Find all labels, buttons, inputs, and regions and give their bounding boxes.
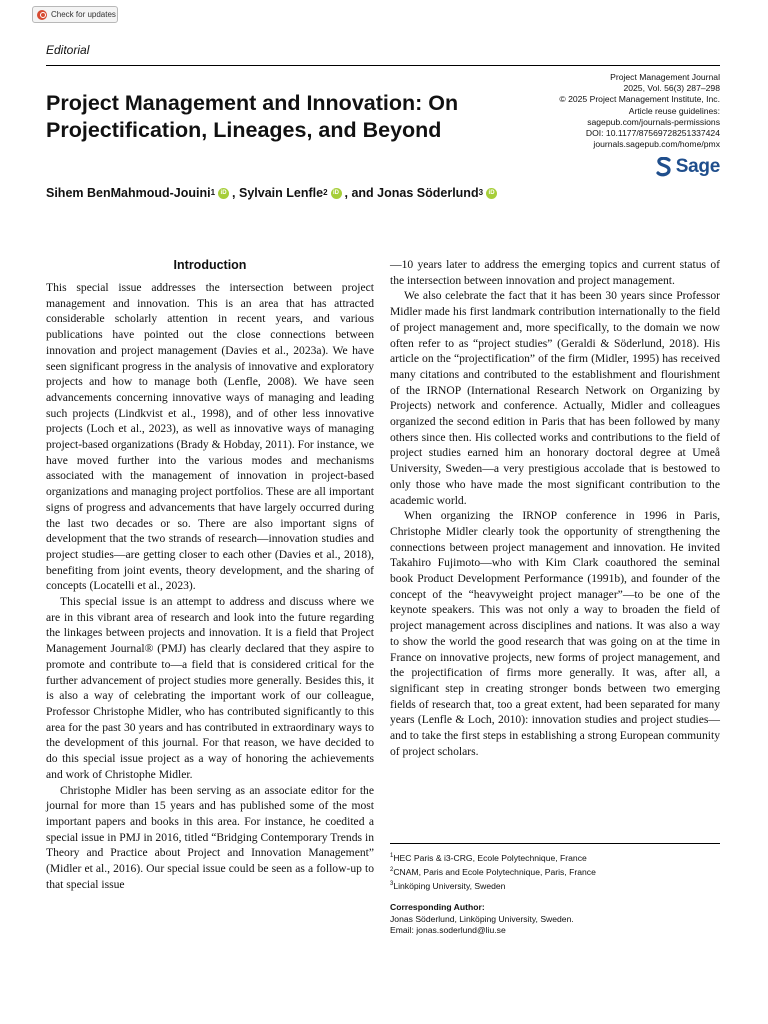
sage-wordmark: Sage	[675, 156, 720, 177]
journal-name: Project Management Journal	[610, 72, 720, 82]
body-column-left	[46, 280, 374, 892]
author-name: Jonas Söderlund	[377, 186, 479, 200]
doi-link[interactable]: DOI: 10.1177/87569728251337424	[585, 128, 720, 139]
author-affiliation-marker: 3	[478, 187, 484, 197]
journal-copyright: © 2025 Project Management Institute, Inc.	[559, 94, 720, 105]
corresponding-author	[390, 902, 720, 937]
corresponding-author-address: Jonas Söderlund, Linköping University, Sweden.	[390, 913, 574, 924]
author-list	[46, 186, 726, 200]
header-rule	[46, 65, 720, 66]
publisher-logo	[656, 156, 720, 178]
author-affiliation-marker: 2	[323, 187, 328, 197]
author-separator: ,	[232, 186, 239, 200]
paragraph: Christophe Midler has been serving as an associate editor for the journal for more than 15 years and has published some of the most important papers and books in this area. For instance, he coedited a special issue in PMJ in 2016, titled “Bridging Contemporary Trends in Theory and Practice about Project and Innovation Management” (Midler et al., 2016). Our special issue could be seen as a follow-up to that special issue	[46, 783, 374, 891]
article-title: Project Management and Innovation: On Projectification, Lineages, and Beyond	[46, 91, 459, 142]
author-affiliation-marker: 1	[210, 187, 216, 197]
paragraph: —10 years later to address the emerging topics and current status of the intersection between innovation and project management.	[390, 258, 720, 287]
updates-icon	[37, 10, 47, 20]
journal-home-link[interactable]: journals.sagepub.com/home/pmx	[593, 139, 720, 150]
author-name: Sylvain Lenfle	[239, 186, 324, 200]
paragraph: This special issue addresses the intersection between project management and innovation. This is an area that has attracted considerable scholarly attention in recent years, and various publications have pointed out the close connections between innovation and project management (Davies et al., 2023a). We have seen significant progress in the analysis of innovative and exploratory projects and how to manage both (Lenfle, 2008). We have seen advancements concerning innovative ways of managing and leading such projects (Lindkvist et al., 1998), and of other less innovative projects (Loch et al., 2023), as well as innovative ways of managing project-based organizations (Brady & Hobday, 2011). For instance, we have moved further into the various modes and mechanisms associated with the management of innovation in project-based organizations and managing project portfolios. These are all important signs of progress and advancements that have largely occurred during the last two decades or so. There are also important signs of development that the two strands of research—innovation studies and project studies—are getting closer to each other (Davies et al., 2018), benefiting from joint events, theory development, and the sharing of concepts (Locatelli et al., 2023).	[46, 281, 374, 593]
footnote-rule	[390, 843, 720, 844]
sage-logo-icon	[656, 157, 672, 177]
paragraph: We also celebrate the fact that it has been 30 years since Professor Midler made his first landmark contribution internationally to the field of project management and, more specifically, to the domain we now often refer to as “project studies” (Geraldi & Söderlund, 2018). His article on the “projectification” of the firm (Midler, 1995) has received many citations and contributed to the establishment and flourishment of the IRNOP (International Research Network on Organizing by Projects) network and conference. Actually, Midler and colleagues organized the second edition in Paris that has been followed by many others since then. His collected works and contributions to the field of project studies earned him an honorary doctoral degree at Umeå University, Sweden—a very prestigious accolade that is bestowed to only those who have made the most significant contribution to the academic world.	[390, 289, 720, 507]
affiliation-item: $^2$CNAM, Paris and Ecole Polytechnique, Paris, France	[390, 866, 596, 877]
affiliation-item: $^1$HEC Paris & i3-CRG, Ecole Polytechnique, France	[390, 852, 587, 863]
corresponding-author-email[interactable]: Email: jonas.soderlund@liu.se	[390, 925, 506, 935]
affiliations	[390, 850, 720, 892]
journal-volume: 2025, Vol. 56(3) 287–298	[623, 83, 720, 94]
paragraph: This special issue is an attempt to address and discuss where we are in this vibrant area of research and look into the future regarding the linkages between projects and innovation. It is a field that Project Management Journal® (PMJ) has clearly declared that they aspire to promote and contribute to—a field that is considered critical for the further advancement of project studies more generally. Besides this, it is also a way of celebrating the important work of our colleague, Professor Christophe Midler, who has contributed significantly to this area for the past 30 years and has contributed in extraordinary ways to the development of this journal. For that reason, we have decided to do this special issue project as a way of honoring the achievements and work of Christophe Midler.	[46, 595, 374, 781]
permissions-link[interactable]: sagepub.com/journals-permissions	[587, 116, 720, 127]
author-separator: , and	[344, 186, 378, 200]
paragraph: When organizing the IRNOP conference in 1996 in Paris, Christophe Midler clearly took the opportunity of strengthening the connections between project management and innovation. He invited Takahiro Fujimoto—who with Kim Clark coauthored the seminal book Product Development Performance (1991b), and founder of the concept of the “heavyweight project manager”—to be one of the keynote speakers. This was not only a way to broaden the field of project management across disciplines and nations. It was also a way to show the world the good research that was going on at the time in France on innovative projects, new forms of project management, and the projectification of firms more generally. It was, after all, a significant step in creating stronger bonds between two emerging fields of research that, too a great extent, had been separated for many years (Lenfle & Loch, 2010): innovation studies and project studies—and to take the first steps in establishing a strong European community of project scholars.	[390, 509, 720, 758]
orcid-icon[interactable]: iD	[486, 188, 497, 199]
check-for-updates-label: Check for updates	[51, 10, 116, 19]
section-heading: Introduction	[173, 258, 247, 272]
check-for-updates-button[interactable]	[32, 6, 118, 23]
body-column-right	[390, 257, 720, 760]
orcid-icon[interactable]: iD	[331, 188, 342, 199]
affiliation-item: $^3$Linköping University, Sweden	[390, 880, 506, 891]
section-label: Editorial	[46, 43, 90, 57]
corresponding-author-heading: Corresponding Author:	[390, 902, 485, 912]
reuse-guidelines-label: Article reuse guidelines:	[628, 105, 720, 116]
orcid-icon[interactable]: iD	[218, 188, 229, 199]
author-name: Sihem BenMahmoud-Jouini	[46, 186, 211, 200]
